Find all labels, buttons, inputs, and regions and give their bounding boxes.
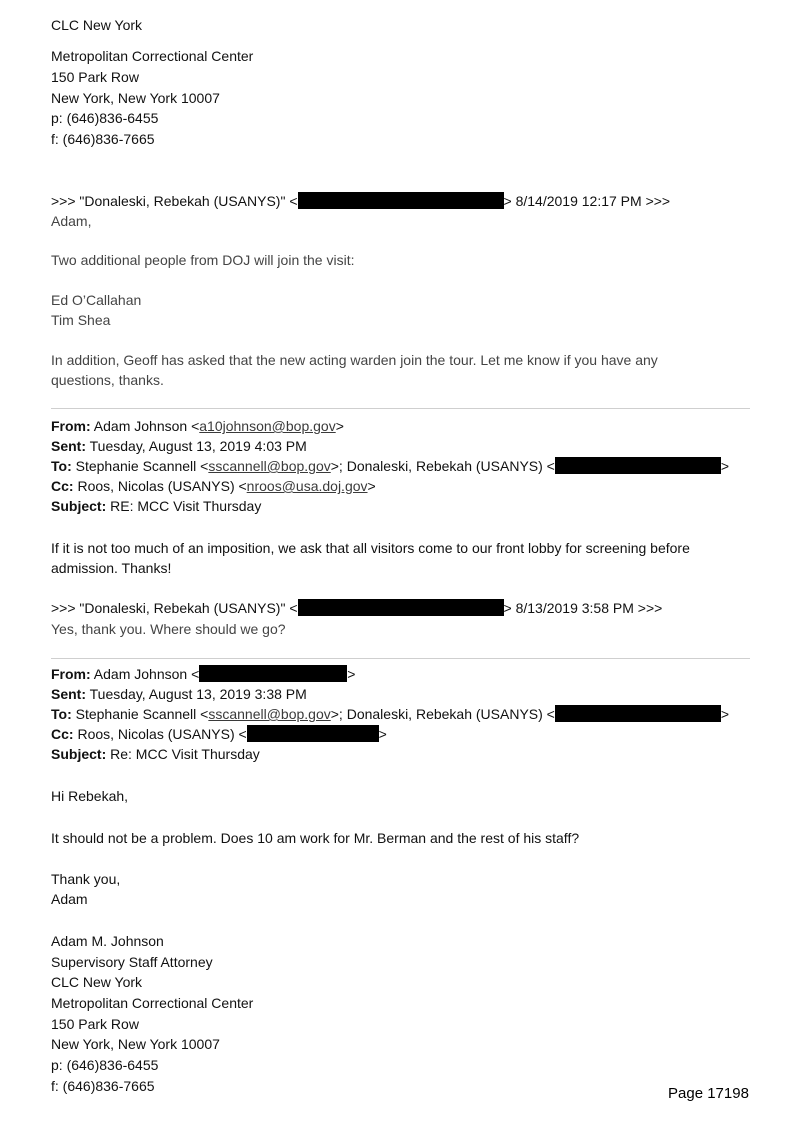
sig-bottom-line: p: (646)836-6455: [51, 1057, 159, 1073]
from-name: Adam Johnson <: [93, 666, 200, 682]
email-subject: [51, 496, 261, 516]
email-greeting: Hi Rebekah,: [51, 788, 129, 804]
quote-header: [51, 191, 670, 211]
email-to: [51, 456, 729, 476]
cc-close: >: [378, 726, 387, 742]
cc-label: Cc:: [51, 726, 74, 742]
to-label: To:: [51, 706, 72, 722]
email-link[interactable]: a10johnson@bop.gov: [199, 418, 336, 434]
quote-header: [51, 598, 662, 618]
quote-body: Yes, thank you. Where should we go?: [51, 621, 286, 637]
email-sent: [51, 684, 307, 704]
sig-top-cut-line: CLC New York: [51, 17, 143, 33]
redaction-box: [298, 192, 504, 209]
to-name: Stephanie Scannell <: [75, 706, 209, 722]
email-cc: [51, 724, 387, 744]
from-name: Adam Johnson <: [93, 418, 200, 434]
email-body: It should not be a problem. Does 10 am work for Mr. Berman and the rest of his staff?: [51, 830, 580, 846]
quote-name: Ed O’Callahan: [51, 292, 142, 308]
quote-body: questions, thanks.: [51, 372, 164, 388]
sent-label: Sent:: [51, 686, 86, 702]
email-closing: Thank you,: [51, 871, 121, 887]
sent-label: Sent:: [51, 438, 86, 454]
redaction-box: [199, 665, 347, 682]
sent-date: Tuesday, August 13, 2019 4:03 PM: [89, 438, 307, 454]
sig-top-line: p: (646)836-6455: [51, 110, 159, 126]
redaction-box: [298, 599, 504, 616]
to-name: >; Donaleski, Rebekah (USANYS) <: [330, 458, 555, 474]
quote-body: Two additional people from DOJ will join the visit:: [51, 252, 355, 268]
to-name: Stephanie Scannell <: [75, 458, 209, 474]
email-from: [51, 664, 355, 684]
sig-top-line: Metropolitan Correctional Center: [51, 48, 254, 64]
subject-text: RE: MCC Visit Thursday: [110, 498, 262, 514]
email-link[interactable]: sscannell@bop.gov: [208, 458, 331, 474]
email-from: [51, 416, 344, 436]
sig-bottom-cut-line: f: (646)836-7665: [51, 1078, 155, 1094]
to-close: >: [720, 458, 730, 474]
sig-bottom-line: Adam M. Johnson: [51, 933, 164, 949]
quote-header-date: > 8/14/2019 12:17 PM >>>: [503, 193, 671, 209]
sig-bottom-line: Metropolitan Correctional Center: [51, 995, 254, 1011]
email-cc: [51, 476, 376, 496]
quote-header-prefix: >>> "Donaleski, Rebekah (USANYS)" <: [51, 600, 298, 616]
subject-label: Subject:: [51, 746, 107, 762]
redaction-box: [247, 725, 379, 742]
redaction-box: [555, 457, 721, 474]
sig-bottom-line: CLC New York: [51, 974, 143, 990]
divider: [51, 408, 750, 409]
cc-name: Roos, Nicolas (USANYS) <: [77, 726, 247, 742]
quote-name: Tim Shea: [51, 312, 111, 328]
email-subject: [51, 744, 260, 764]
from-label: From:: [51, 666, 91, 682]
quote-header-date: > 8/13/2019 3:58 PM >>>: [503, 600, 663, 616]
sig-bottom-line: New York, New York 10007: [51, 1036, 220, 1052]
sig-bottom-line: 150 Park Row: [51, 1016, 139, 1032]
subject-label: Subject:: [51, 498, 107, 514]
email-sent: [51, 436, 307, 456]
email-link[interactable]: nroos@usa.doj.gov: [246, 478, 368, 494]
cc-close: >: [367, 478, 376, 494]
email-to: [51, 704, 729, 724]
sig-top-line: f: (646)836-7665: [51, 131, 155, 147]
from-close: >: [347, 666, 356, 682]
to-label: To:: [51, 458, 72, 474]
quote-header-prefix: >>> "Donaleski, Rebekah (USANYS)" <: [51, 193, 298, 209]
sig-top-line: New York, New York 10007: [51, 90, 220, 106]
cc-name: Roos, Nicolas (USANYS) <: [77, 478, 247, 494]
redaction-box: [555, 705, 721, 722]
sent-date: Tuesday, August 13, 2019 3:38 PM: [89, 686, 307, 702]
sig-bottom-line: Supervisory Staff Attorney: [51, 954, 213, 970]
sig-top-line: 150 Park Row: [51, 69, 139, 85]
subject-text: Re: MCC Visit Thursday: [110, 746, 260, 762]
email-body: If it is not too much of an imposition, we ask that all visitors come to our front lobby for screening before: [51, 540, 690, 556]
quote-body: In addition, Geoff has asked that the new acting warden join the tour. Let me know if you have any: [51, 352, 658, 368]
email-closing: Adam: [51, 891, 88, 907]
quote-greeting: Adam,: [51, 213, 92, 229]
to-close: >: [720, 706, 730, 722]
email-body: admission. Thanks!: [51, 560, 172, 576]
from-close: >: [335, 418, 344, 434]
divider: [51, 658, 750, 659]
cc-label: Cc:: [51, 478, 74, 494]
to-name: >; Donaleski, Rebekah (USANYS) <: [330, 706, 555, 722]
from-label: From:: [51, 418, 91, 434]
page-number: Page 17198: [668, 1085, 749, 1102]
email-link[interactable]: sscannell@bop.gov: [208, 706, 331, 722]
